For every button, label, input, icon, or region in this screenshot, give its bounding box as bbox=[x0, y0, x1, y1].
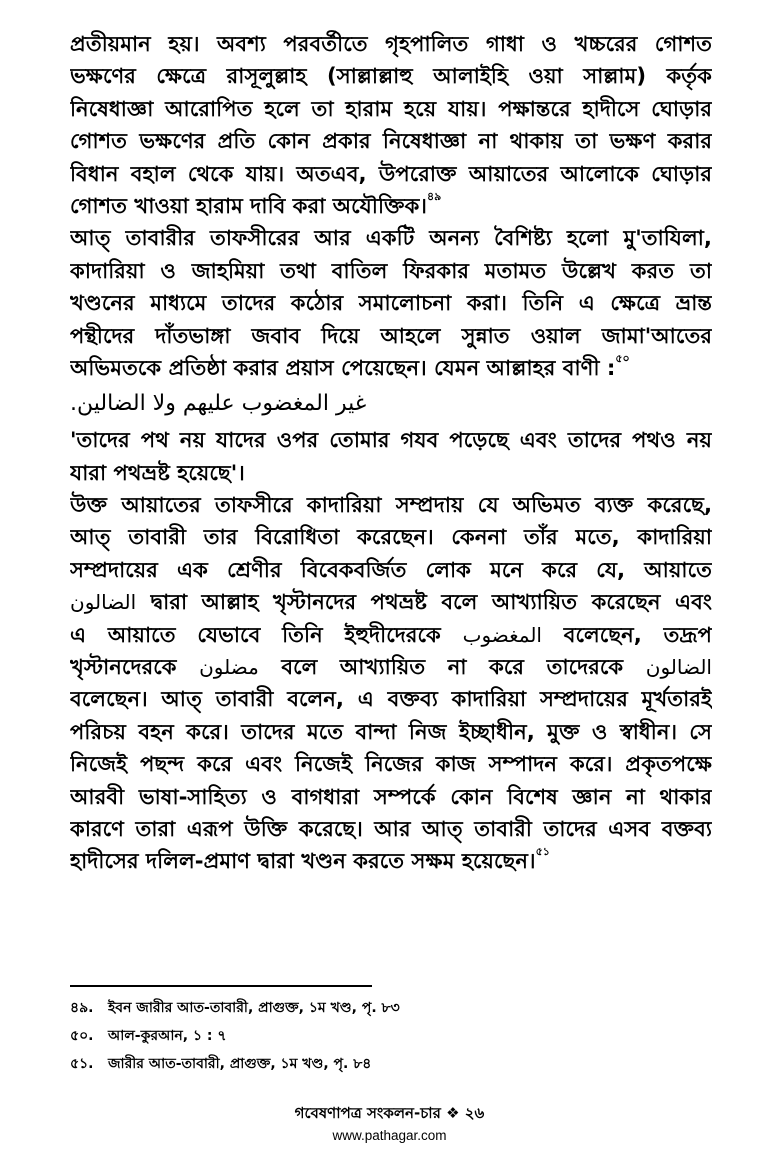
footnote-ref: ৫০ bbox=[615, 351, 630, 365]
body-line: প্রতীয়মান হয়। অবশ্য পরবর্তীতে গৃহপালিত গাধা ও খচ্চরের গোশত bbox=[70, 31, 712, 56]
body-line bbox=[70, 619, 712, 651]
footnote-text: ইবন জারীর আত-তাবারী, প্রাগুক্ত, ১ম খণ্ড, পৃ. ৮৩ bbox=[108, 1000, 400, 1016]
arabic-word: مضلون bbox=[199, 655, 259, 680]
footnote-ref: ৪৯ bbox=[426, 189, 442, 203]
footnotes bbox=[70, 994, 712, 1078]
body-line bbox=[70, 190, 712, 222]
translation-line: 'তাদের পথ নয় যাদের ওপর তোমার গযব পড়েছে এবং তাদের পথও নয় bbox=[70, 427, 712, 453]
body-line: আরবী ভাষা-সাহিত্য ও বাগধারা সম্পর্কে কোন বিশেষ জ্ঞান না থাকার bbox=[70, 783, 712, 809]
page-body bbox=[70, 28, 712, 878]
arabic-word: المغضوب bbox=[462, 622, 542, 647]
body-line: খণ্ডনের মাধ্যমে তাদের কঠোর সমালোচনা করা। তিনি এ ক্ষেত্রে ভ্রান্ত bbox=[70, 290, 712, 316]
body-line: ভক্ষণের ক্ষেত্রে রাসূলুল্লাহ (সাল্লাল্লাহু আলাইহি ওয়া সাল্লাম) কর্তৃক bbox=[70, 63, 712, 89]
footnote bbox=[70, 1050, 712, 1078]
body-text: গোশত খাওয়া হারাম দাবি করা অযৌক্তিক। bbox=[70, 192, 427, 218]
translation-line: যারা পথভ্রষ্ট হয়েছে'। bbox=[70, 459, 245, 485]
body-text: বলে আখ্যায়িত না করে তাদেরকে bbox=[281, 654, 624, 680]
footnote bbox=[70, 994, 712, 1022]
body-text: হাদীসের দলিল-প্রমাণ দ্বারা খণ্ডন করতে সক্ষম হয়েছেন। bbox=[70, 848, 536, 874]
arabic-verse bbox=[70, 384, 712, 424]
arabic-verse-text: غير المغضوب عليهم ولا الضالين. bbox=[70, 391, 367, 417]
body-line: আত্ তাবারীর তাফসীরের আর একটি অনন্য বৈশিষ্ট্য হলো মু'তাযিলা, bbox=[70, 225, 712, 251]
body-line: সম্প্রদায়ের এক শ্রেণীর বিবেকবর্জিত লোক মনে করে যে, আয়াতে bbox=[70, 556, 712, 582]
body-line: আত্ তাবারী তার বিরোধিতা করেছেন। কেননা তাঁর মতে, কাদারিয়া bbox=[70, 524, 712, 550]
body-line bbox=[70, 586, 712, 618]
body-line: পরিচয় বহন করে। তাদের মতে বান্দা নিজ ইচ্ছাধীন, মুক্ত ও স্বাধীন। সে bbox=[70, 718, 712, 744]
body-line: কাদারিয়া ও জাহমিয়া তথা বাতিল ফিরকার মতামত উল্লেখ করত তা bbox=[70, 257, 712, 283]
body-text: এ আয়াতে যেভাবে তিনি ইহুদীদেরকে bbox=[70, 621, 441, 647]
footnote-number: ৫১. bbox=[70, 1056, 94, 1072]
body-line: উক্ত আয়াতের তাফসীরে কাদারিয়া সম্প্রদায় যে অভিমত ব্যক্ত করেছে, bbox=[70, 492, 712, 518]
body-line bbox=[70, 845, 712, 877]
arabic-word: الضالون bbox=[70, 590, 137, 615]
body-line bbox=[70, 651, 712, 683]
footnote bbox=[70, 1022, 712, 1050]
body-text: দ্বারা আল্লাহ খৃস্টানদের পথভ্রষ্ট বলে আখ্যায়িত করেছেন এবং bbox=[150, 589, 712, 615]
footnote-text: আল-কুরআন, ১ : ৭ bbox=[108, 1028, 227, 1044]
body-text: বলেছেন, তদ্রূপ bbox=[563, 621, 712, 647]
footnote-number: ৪৯. bbox=[70, 1000, 94, 1016]
body-line: নিষেধাজ্ঞা আরোপিত হলে তা হারাম হয়ে যায়। পক্ষান্তরে হাদীসে ঘোড়ার bbox=[70, 95, 712, 121]
body-line: নিজেই পছন্দ করে এবং নিজেই নিজের কাজ সম্পাদন করে। প্রকৃতপক্ষে bbox=[70, 751, 712, 777]
footnote-number: ৫০. bbox=[70, 1028, 94, 1044]
footnote-text: জারীর আত-তাবারী, প্রাগুক্ত, ১ম খণ্ড, পৃ. ৮৪ bbox=[108, 1056, 372, 1072]
page-footer-url[interactable]: www.pathagar.com bbox=[332, 1128, 447, 1143]
arabic-word: الضالون bbox=[645, 655, 712, 680]
footnote-divider bbox=[70, 985, 372, 987]
body-line: গোশত ভক্ষণের প্রতি কোন প্রকার নিষেধাজ্ঞা না থাকায় তা ভক্ষণ করার bbox=[70, 128, 712, 154]
body-text: খৃস্টানদেরকে bbox=[70, 654, 177, 680]
page-footer-title: গবেষণাপত্র সংকলন-চার ❖ ২৬ bbox=[294, 1104, 485, 1122]
body-line: কারণে তারা এরূপ উক্তি করেছে। আর আত্ তাবারী তাদের এসব বক্তব্য bbox=[70, 815, 712, 841]
body-line: পন্থীদের দাঁতভাঙ্গা জবাব দিয়ে আহলে সুন্নাত ওয়াল জামা'আতের bbox=[70, 322, 712, 348]
body-line: বলেছেন। আত্ তাবারী বলেন, এ বক্তব্য কাদারিয়া সম্প্রদায়ের মূর্খতারই bbox=[70, 686, 712, 712]
body-line: বিধান বহাল থেকে যায়। অতএব, উপরোক্ত আয়াতের আলোকে ঘোড়ার bbox=[70, 160, 712, 186]
footnote-ref: ৫১ bbox=[535, 845, 550, 859]
body-text: অভিমতকে প্রতিষ্ঠা করার প্রয়াস পেয়েছেন। যেমন আল্লাহর বাণী : bbox=[70, 354, 616, 380]
body-line bbox=[70, 352, 712, 384]
